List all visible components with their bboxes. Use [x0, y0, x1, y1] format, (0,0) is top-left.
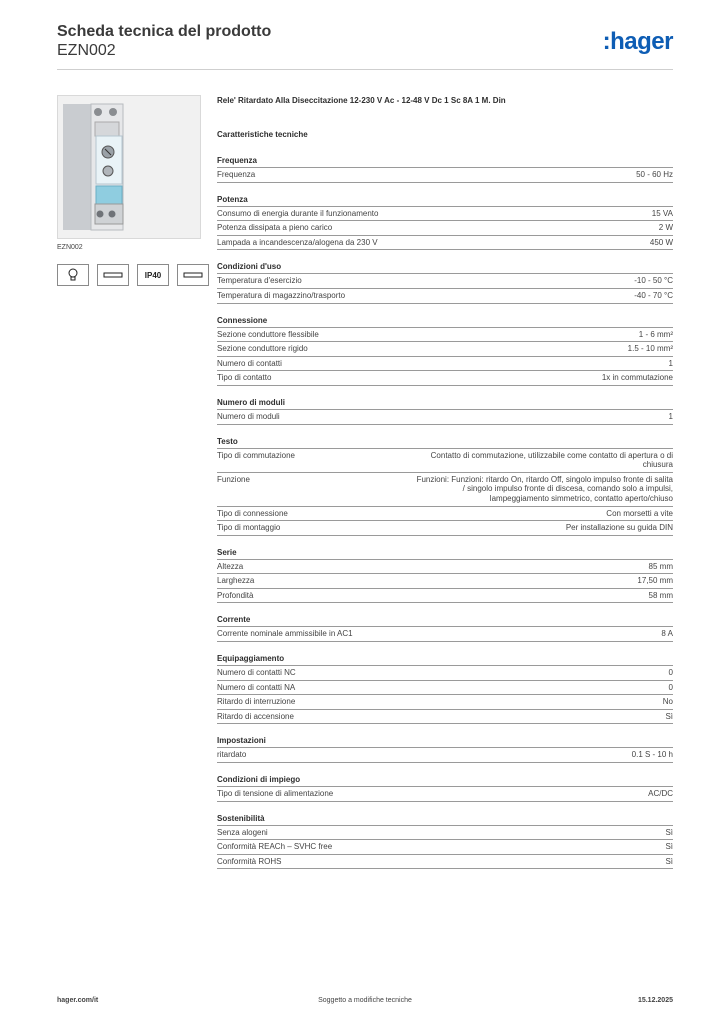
spec-row	[217, 589, 673, 604]
spec-label: Profondità	[217, 590, 254, 600]
spec-section	[217, 261, 673, 303]
product-image-label: EZN002	[57, 244, 83, 251]
spec-label: Frequenza	[217, 170, 256, 179]
spec-value: 0.1 S - 10 h	[631, 750, 673, 760]
spec-label: Temperatura di magazzino/trasporto	[217, 290, 346, 300]
spec-section	[217, 653, 673, 724]
section-title: Connessione	[217, 315, 673, 328]
spec-label: Ritardo di interruzione	[217, 697, 296, 707]
spec-label: Tipo di connessione	[217, 508, 288, 518]
spec-value: 1	[668, 358, 673, 368]
spec-value: Sì	[665, 827, 673, 837]
spec-row	[217, 221, 673, 236]
section-title: Equipaggiamento	[217, 653, 673, 666]
spec-value: No	[662, 697, 673, 707]
spec-row	[217, 826, 673, 841]
spec-row	[217, 168, 673, 183]
spec-label: Numero di contatti NC	[217, 668, 296, 678]
page-header	[57, 22, 673, 70]
spec-label: Potenza dissipata a pieno carico	[217, 223, 333, 233]
spec-subheading: Caratteristiche tecniche	[217, 130, 308, 139]
spec-label: Corrente nominale ammissibile in AC1	[217, 629, 353, 639]
spec-value: 17,50 mm	[637, 576, 673, 586]
section-title: Condizioni di impiego	[217, 774, 673, 787]
spec-label: Tipo di contatto	[217, 373, 272, 383]
footer-note: Soggetto a modifiche tecniche	[318, 997, 412, 1004]
spec-value: 0	[668, 668, 673, 678]
spec-row	[217, 748, 673, 763]
spec-label: Numero di contatti NA	[217, 682, 296, 692]
spec-value: Funzioni: Funzioni: ritardo On, ritardo Off, singolo impulso fronte di salita / singolo impulso fronte di discesa, comando solo a impulsi, lampeggiamento simmetrico, contatto aperto/chiuso	[416, 474, 673, 503]
spec-section	[217, 547, 673, 604]
section-title: Frequenza	[217, 155, 673, 168]
spec-section	[217, 315, 673, 386]
spec-row	[217, 449, 673, 473]
spec-section	[217, 194, 673, 251]
spec-label: Conformità ROHS	[217, 856, 282, 866]
spec-value: -40 - 70 °C	[634, 290, 673, 300]
spec-row	[217, 410, 673, 425]
spec-label: Tipo di commutazione	[217, 450, 295, 460]
spec-value: 1.5 - 10 mm²	[627, 344, 673, 354]
spec-section	[217, 155, 673, 183]
spec-row	[217, 342, 673, 357]
spec-section	[217, 436, 673, 536]
section-title: Impostazioni	[217, 735, 673, 748]
spec-label: Senza alogeni	[217, 827, 268, 837]
spec-value: 15 VA	[651, 208, 673, 218]
spec-row	[217, 507, 673, 522]
spec-value: 85 mm	[648, 561, 673, 571]
section-title: Serie	[217, 547, 673, 560]
spec-section	[217, 774, 673, 802]
din-rail-icon	[97, 264, 129, 286]
spec-row	[217, 560, 673, 575]
spec-row	[217, 574, 673, 589]
spec-label: Numero di moduli	[217, 411, 280, 421]
spec-label: Funzione	[217, 474, 250, 484]
spec-label: Conformità REACh – SVHC free	[217, 842, 333, 852]
spec-value: 1 - 6 mm²	[638, 329, 673, 339]
spec-row	[217, 371, 673, 386]
spec-label: Consumo di energia durante il funzionamento	[217, 208, 379, 218]
spec-value: 1	[668, 411, 673, 421]
spec-row	[217, 521, 673, 536]
section-title: Sostenibilità	[217, 813, 673, 826]
spec-row	[217, 840, 673, 855]
spec-label: Tipo di tensione di alimentazione	[217, 789, 334, 799]
spec-label: Ritardo di accensione	[217, 711, 294, 721]
hager-logo: :hager	[602, 28, 673, 55]
spec-value: Per installazione su guida DIN	[565, 523, 673, 533]
spec-label: Sezione conduttore flessibile	[217, 329, 319, 339]
spec-sections	[217, 155, 673, 869]
lamp-icon	[57, 264, 89, 286]
section-title: Testo	[217, 436, 673, 449]
page-title: Scheda tecnica del prodotto	[57, 23, 272, 40]
spec-row	[217, 681, 673, 696]
spec-row	[217, 357, 673, 372]
section-title: Numero di moduli	[217, 397, 673, 410]
spec-row	[217, 710, 673, 725]
product-icons	[57, 264, 209, 286]
ip-rating-badge: IP40	[137, 264, 169, 286]
spec-value: Sì	[665, 856, 673, 866]
spec-row	[217, 274, 673, 289]
spec-section	[217, 813, 673, 870]
spec-label: Sezione conduttore rigido	[217, 344, 308, 354]
spec-row	[217, 666, 673, 681]
spec-row	[217, 236, 673, 251]
spec-value: 58 mm	[648, 590, 673, 600]
spec-value: 450 W	[649, 237, 673, 247]
spec-section	[217, 735, 673, 763]
spec-label: Temperatura d'esercizio	[217, 276, 302, 286]
spec-value: 50 - 60 Hz	[636, 170, 673, 179]
section-title: Potenza	[217, 194, 673, 207]
spec-value: -10 - 50 °C	[634, 276, 673, 286]
spec-label: ritardato	[217, 750, 247, 760]
din-rail-icon-2	[177, 264, 209, 286]
spec-label: Lampada a incandescenza/alogena da 230 V	[217, 237, 378, 247]
spec-row	[217, 855, 673, 870]
product-code: EZN002	[57, 42, 116, 59]
spec-label: Tipo di montaggio	[217, 523, 281, 533]
footer-date: 15.12.2025	[637, 997, 673, 1004]
spec-row	[217, 695, 673, 710]
spec-row	[217, 473, 673, 507]
spec-label: Larghezza	[217, 576, 255, 586]
spec-value: Sì	[665, 711, 673, 721]
spec-value: Con morsetti a vite	[606, 508, 673, 518]
spec-label: Numero di contatti	[217, 358, 282, 368]
spec-value: Sì	[665, 842, 673, 852]
spec-value: 1x in commutazione	[601, 373, 673, 383]
spec-row	[217, 328, 673, 343]
spec-row	[217, 289, 673, 304]
product-image	[57, 95, 201, 239]
section-title: Condizioni d'uso	[217, 261, 673, 274]
spec-row	[217, 787, 673, 802]
spec-label: Altezza	[217, 561, 244, 571]
spec-content	[217, 96, 673, 880]
spec-value: Contatto di commutazione, utilizzabile come contatto di apertura o di chiusura	[430, 450, 673, 470]
spec-section	[217, 397, 673, 425]
spec-value: 2 W	[658, 223, 673, 233]
spec-row	[217, 207, 673, 222]
product-description: Rele' Ritardato Alla Diseccitazione 12-230 V Ac - 12-48 V Dc 1 Sc 8A 1 M. Din	[217, 96, 506, 105]
spec-value: 0	[668, 682, 673, 692]
spec-row	[217, 627, 673, 642]
section-title: Corrente	[217, 614, 673, 627]
footer-website: hager.com/it	[57, 997, 99, 1004]
spec-section	[217, 614, 673, 642]
spec-value: AC/DC	[648, 789, 673, 799]
spec-value: 8 A	[661, 629, 673, 639]
